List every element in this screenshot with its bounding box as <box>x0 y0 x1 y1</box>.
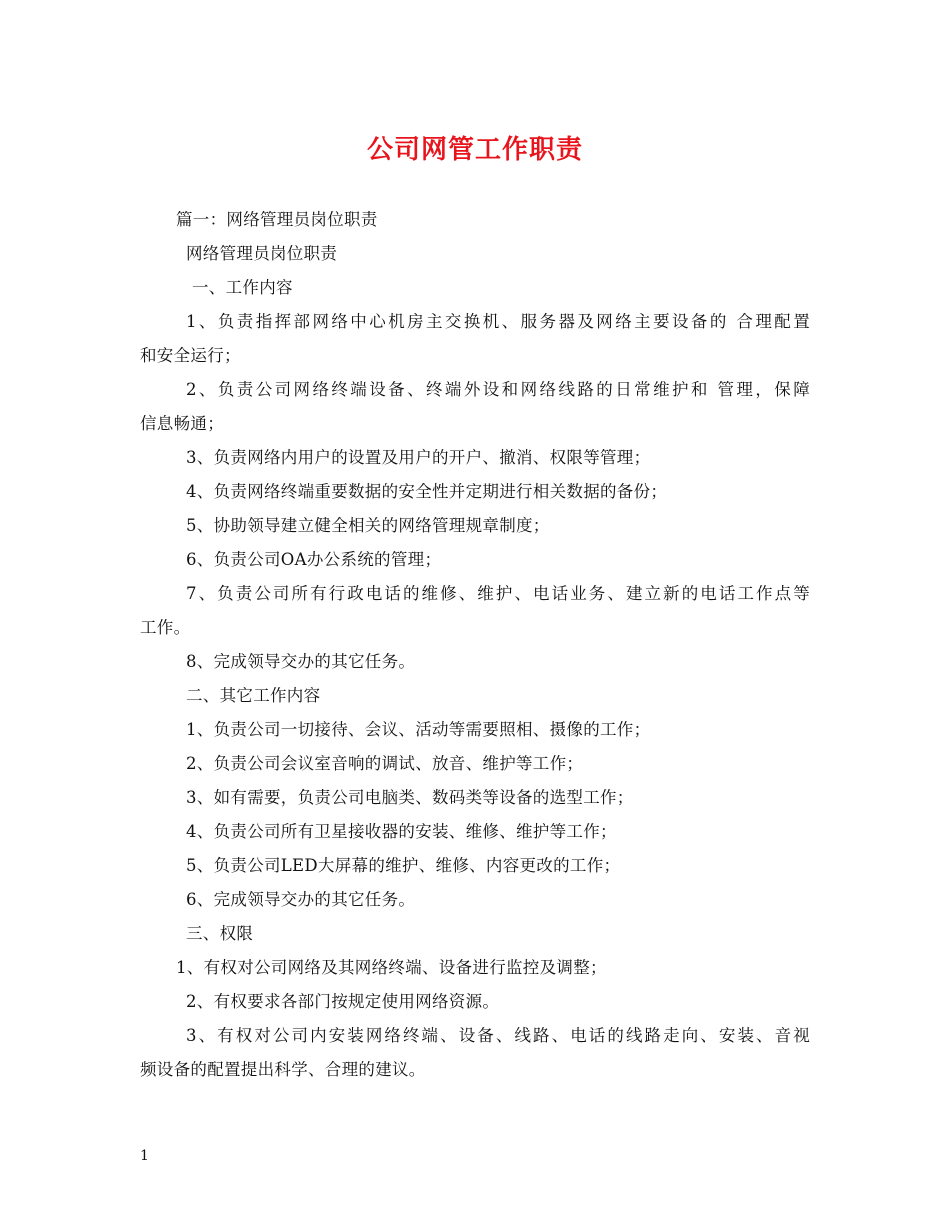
paragraph-line: 6、负责公司OA办公系统的管理； <box>186 550 442 569</box>
paragraph-line: 1、有权对公司网络及其网络终端、设备进行监控及调整； <box>176 958 607 977</box>
page-title: 公司网管工作职责 <box>366 135 583 165</box>
paragraph-line: 1、负责公司一切接待、会议、活动等需要照相、摄像的工作； <box>186 720 651 739</box>
paragraph-line: 4、负责网络终端重要数据的安全性并定期进行相关数据的备份； <box>186 482 668 501</box>
paragraph-line: 频设备的配置提出科学、合理的建议。 <box>140 1060 426 1079</box>
paragraph-line: 2、负责公司会议室音响的调试、放音、维护等工作； <box>186 754 584 773</box>
paragraph-line: 5、负责公司LED大屏幕的维护、维修、内容更改的工作； <box>186 856 621 875</box>
section-heading: 一、工作内容 <box>192 278 293 297</box>
paragraph-line: 7、负责公司所有行政电话的维修、维护、电话业务、建立新的电话工作点等 <box>186 584 810 603</box>
subtitle: 网络管理员岗位职责 <box>186 244 338 263</box>
paragraph-line: 3、有权对公司内安装网络终端、设备、线路、电话的线路走向、安装、音视 <box>186 1026 810 1045</box>
paragraph-line: 和安全运行； <box>140 346 241 365</box>
paragraph-line: 4、负责公司所有卫星接收器的安装、维修、维护等工作； <box>186 822 617 841</box>
section-heading: 三、权限 <box>186 924 254 943</box>
paragraph-line: 2、有权要求各部门按规定使用网络资源。 <box>186 992 500 1011</box>
section-heading: 篇一：网络管理员岗位职责 <box>176 210 378 229</box>
paragraph-line: 3、如有需要，负责公司电脑类、数码类等设备的选型工作； <box>186 788 634 807</box>
section-heading: 二、其它工作内容 <box>186 686 321 705</box>
paragraph-line: 1、负责指挥部网络中心机房主交换机、服务器及网络主要设备的 合理配置 <box>186 312 810 331</box>
paragraph-line: 工作。 <box>140 618 191 637</box>
paragraph-line: 6、完成领导交办的其它任务。 <box>186 890 416 909</box>
paragraph-line: 2、负责公司网络终端设备、终端外设和网络线路的日常维护和 管理，保障 <box>186 380 810 399</box>
paragraph-line: 8、完成领导交办的其它任务。 <box>186 652 416 671</box>
paragraph-line: 3、负责网络内用户的设置及用户的开户、撤消、权限等管理； <box>186 448 651 467</box>
paragraph-line: 信息畅通； <box>140 414 224 433</box>
page-number: 1 <box>140 1148 149 1164</box>
paragraph-line: 5、协助领导建立健全相关的网络管理规章制度； <box>186 516 550 535</box>
